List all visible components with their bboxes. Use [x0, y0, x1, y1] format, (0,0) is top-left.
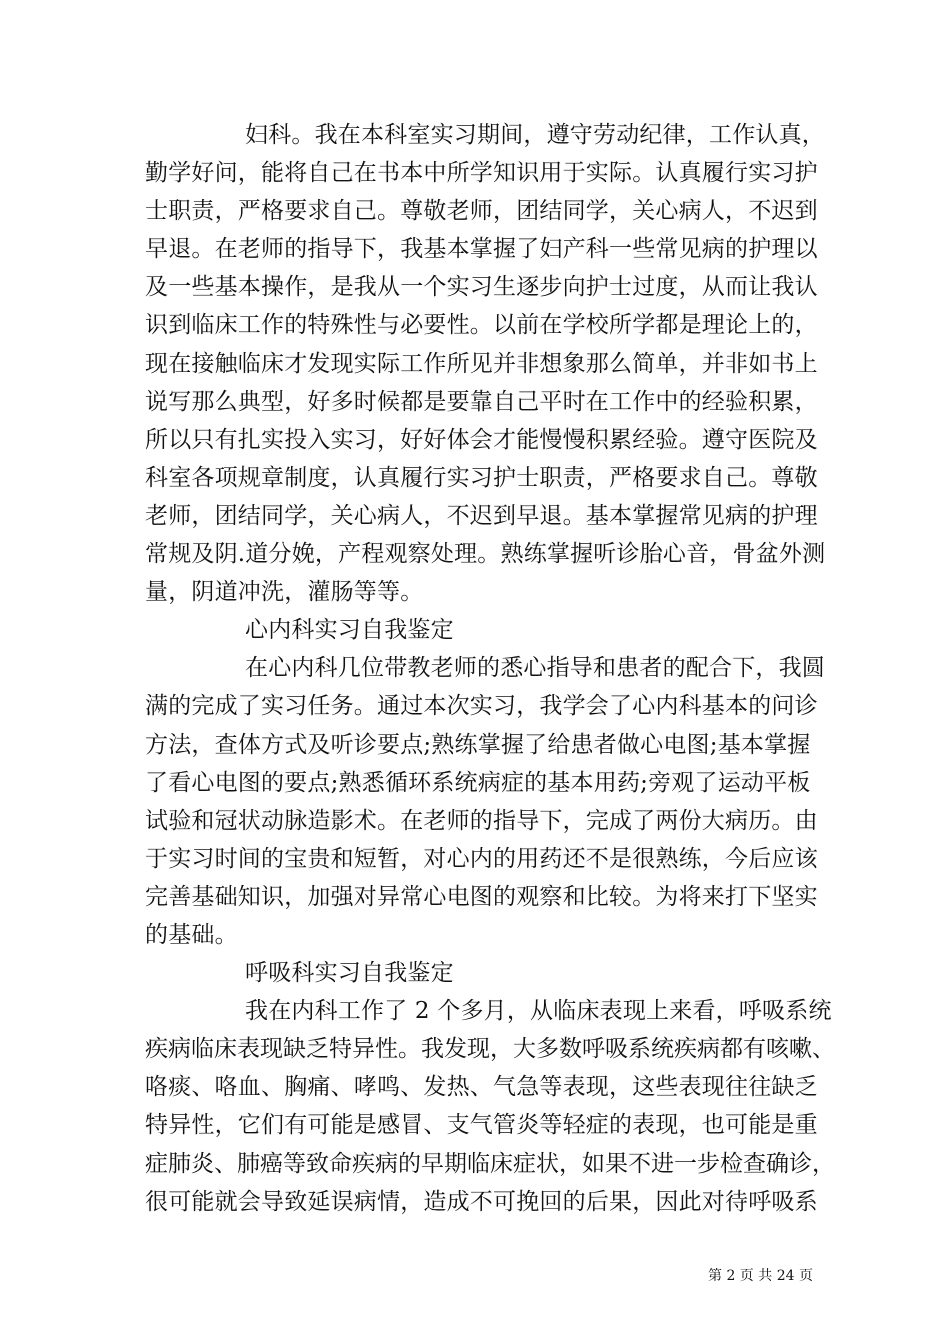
text-line: 方法，查体方式及听诊要点;熟练掌握了给患者做心电图;基本掌握: [145, 731, 811, 758]
text-line: 科室各项规章制度，认真履行实习护士职责，严格要求自己。尊敬: [145, 464, 818, 491]
text-line: 在心内科几位带教老师的悉心指导和患者的配合下，我圆: [245, 655, 825, 682]
text-line: 妇科。我在本科室实习期间，遵守劳动纪律，工作认真，: [245, 122, 825, 148]
text-line: 常规及阴.道分娩，产程观察处理。熟练掌握听诊胎心音，骨盆外测: [145, 541, 826, 568]
text-line: 特异性，它们有可能是感冒、支气管炎等轻症的表现，也可能是重: [145, 1112, 818, 1139]
text-line: 识到临床工作的特殊性与必要性。以前在学校所学都是理论上的，: [145, 312, 818, 339]
text-line: 症肺炎、肺癌等致命疾病的早期临床症状，如果不进一步检查确诊，: [145, 1150, 835, 1177]
text-line: 心内科实习自我鉴定: [245, 617, 454, 644]
text-line: 满的完成了实习任务。通过本次实习，我学会了心内科基本的问诊: [145, 693, 818, 720]
page-footer: 第 2 页 共 24 页: [708, 1268, 813, 1284]
text-line: 量，阴道冲洗，灌肠等等。: [145, 579, 424, 606]
text-line: 及一些基本操作，是我从一个实习生逐步向护士过度，从而让我认: [145, 274, 818, 301]
text-line: 所以只有扎实投入实习，好好体会才能慢慢积累经验。遵守医院及: [145, 426, 818, 453]
text-line: 完善基础知识，加强对异常心电图的观察和比较。为将来打下坚实: [145, 883, 818, 910]
text-line: 现在接触临床才发现实际工作所见并非想象那么简单，并非如书上: [145, 350, 818, 377]
text-line: 呼吸科实习自我鉴定: [245, 960, 454, 987]
body-text: [145, 116, 835, 1221]
text-line: 很可能就会导致延误病情，造成不可挽回的后果，因此对待呼吸系: [145, 1188, 818, 1215]
text-line: 说写那么典型，好多时候都是要靠自己平时在工作中的经验积累，: [145, 388, 818, 415]
text-line: 的基础。: [145, 921, 238, 948]
text-line: 于实习时间的宝贵和短暂，对心内的用药还不是很熟练，今后应该: [145, 845, 818, 872]
text-line: 勤学好问，能将自己在书本中所学知识用于实际。认真履行实习护: [145, 160, 818, 187]
text-line: 我在内科工作了 2 个多月，从临床表现上来看，呼吸系统: [245, 998, 832, 1025]
text-line: 了看心电图的要点;熟悉循环系统病症的基本用药;旁观了运动平板: [145, 769, 811, 796]
text-line: 试验和冠状动脉造影术。在老师的指导下，完成了两份大病历。由: [145, 807, 818, 834]
text-line: 咯痰、咯血、胸痛、哮鸣、发热、气急等表现，这些表现往往缺乏: [145, 1074, 818, 1101]
text-line: 疾病临床表现缺乏特异性。我发现，大多数呼吸系统疾病都有咳嗽、: [145, 1036, 835, 1063]
text-line: 士职责，严格要求自己。尊敬老师，团结同学，关心病人，不迟到: [145, 198, 818, 225]
text-line: 老师，团结同学，关心病人，不迟到早退。基本掌握常见病的护理: [145, 502, 818, 529]
text-line: 早退。在老师的指导下，我基本掌握了妇产科一些常见病的护理以: [145, 236, 818, 263]
